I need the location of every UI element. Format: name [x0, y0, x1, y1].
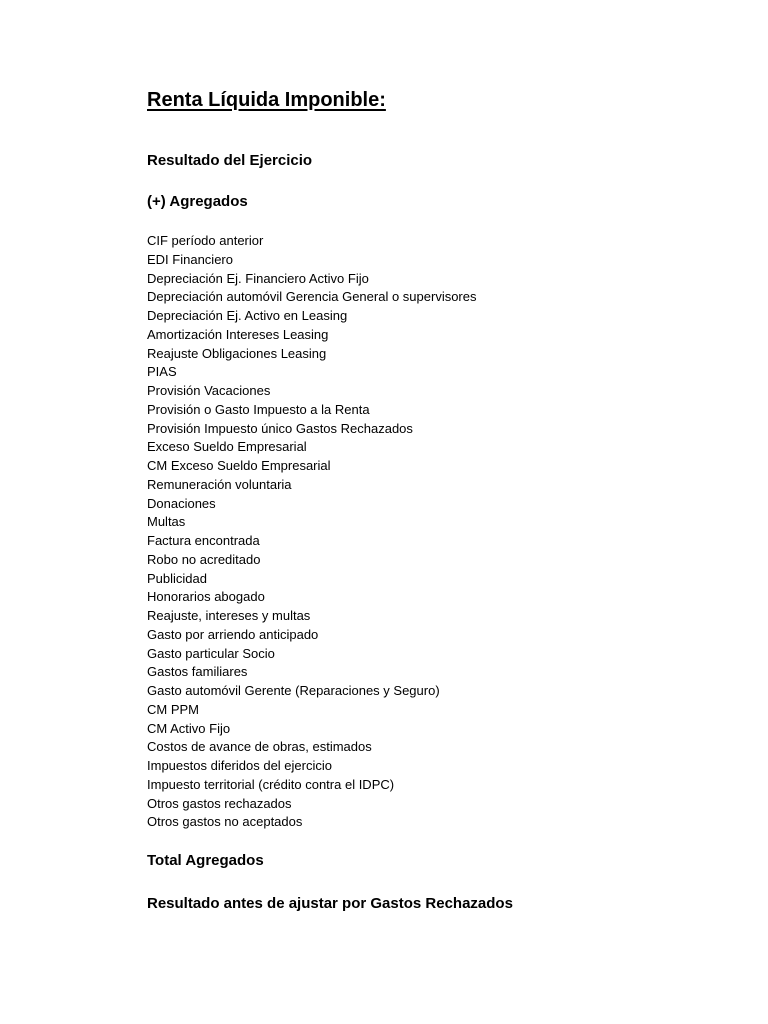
list-item: Otros gastos rechazados [147, 795, 292, 811]
list-item: Reajuste Obligaciones Leasing [147, 345, 327, 361]
list-item: Publicidad [147, 570, 207, 586]
list-item: CM Exceso Sueldo Empresarial [147, 458, 331, 473]
list-item: PIAS [147, 364, 177, 380]
list-item: Exceso Sueldo Empresarial [147, 439, 307, 455]
list-item: Reajuste, intereses y multas [147, 608, 311, 623]
list-item: Remuneración voluntaria [147, 476, 292, 492]
list-item: Depreciación Ej. Financiero Activo Fijo [147, 270, 369, 286]
list-item: Provisión Vacaciones [147, 383, 271, 398]
list-item: Otros gastos no aceptados [147, 814, 303, 830]
list-item: Gasto particular Socio [147, 645, 275, 661]
resultado-antes-heading: Resultado antes de ajustar por Gastos Rechazados [147, 895, 513, 912]
list-item: CIF período anterior [147, 233, 264, 248]
list-item: CM PPM [147, 701, 199, 717]
list-item: Honorarios abogado [147, 589, 265, 605]
page-title: Renta Líquida Imponible: [147, 89, 386, 111]
list-item: Depreciación Ej. Activo en Leasing [147, 308, 348, 323]
agregados-heading: (+) Agregados [147, 193, 248, 210]
list-item: Robo no acreditado [147, 551, 261, 567]
list-item: Costos de avance de obras, estimados [147, 739, 372, 755]
resultado-ejercicio-heading: Resultado del Ejercicio [147, 152, 313, 169]
list-item: Impuestos diferidos del ejercicio [147, 758, 332, 773]
list-item: Gastos familiares [147, 664, 248, 680]
list-item: Impuesto territorial (crédito contra el IDPC) [147, 776, 395, 792]
list-item: EDI Financiero [147, 251, 233, 267]
list-item: Provisión Impuesto único Gastos Rechazados [147, 420, 413, 436]
list-item: Multas [147, 514, 186, 530]
list-item: Provisión o Gasto Impuesto a la Renta [147, 401, 370, 417]
list-item: Factura encontrada [147, 533, 260, 548]
list-item: Amortización Intereses Leasing [147, 326, 329, 342]
list-item: Depreciación automóvil Gerencia General o supervisores [147, 289, 477, 305]
list-item: Donaciones [147, 495, 216, 511]
list-item: Gasto por arriendo anticipado [147, 626, 319, 642]
document-content [147, 86, 727, 914]
list-item: CM Activo Fijo [147, 720, 231, 736]
total-agregados-heading: Total Agregados [147, 852, 264, 869]
list-item: Gasto automóvil Gerente (Reparaciones y Seguro) [147, 683, 440, 698]
agregados-list [147, 232, 727, 832]
